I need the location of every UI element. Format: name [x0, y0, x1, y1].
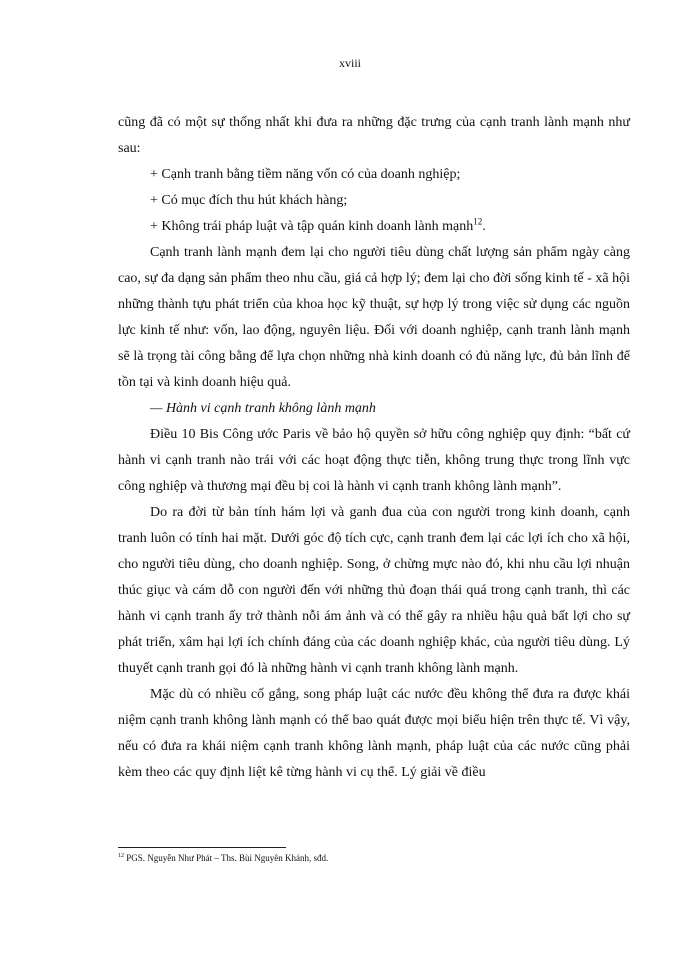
bullet-item: + Cạnh tranh bằng tiềm năng vốn có của doanh nghiệp;	[150, 167, 461, 182]
paragraph: Cạnh tranh lành mạnh đem lại cho người tiêu dùng chất lượng sản phẩm ngày càng cao, sự đa dạng sản phẩm theo nhu cầu, giá cả hợp lý; đem lại cho đời sống kinh tế - xã hội những thành tựu phát triển của khoa học kỹ thuật, sự hợp lý trong việc sử dụng các nguồn lực kinh tế như: vốn, lao động, nguyên liệu. Đối với doanh nghiệp, cạnh tranh lành mạnh sẽ là trọng tài công bằng để lựa chọn những nhà kinh doanh có đủ năng lực, đủ bản lĩnh để tồn tại và kinh doanh hiệu quả.	[118, 245, 630, 390]
bullet-tail: .	[482, 219, 486, 234]
footnote-marker: 12	[118, 853, 124, 859]
bullet-item	[118, 214, 630, 240]
paragraph: cũng đã có một sự thống nhất khi đưa ra những đặc trưng của cạnh tranh lành mạnh như sau:	[118, 115, 630, 156]
page-number: xviii	[338, 56, 361, 70]
section-heading: — Hành vi cạnh tranh không lành mạnh	[150, 401, 376, 416]
body-text	[118, 110, 630, 786]
bullet-text: + Không trái pháp luật và tập quán kinh doanh lành mạnh	[150, 219, 474, 234]
paragraph: Do ra đời từ bản tính hám lợi và ganh đua của con người trong kinh doanh, cạnh tranh luôn có tính hai mặt. Dưới góc độ tích cực, cạnh tranh đem lại các lợi ích cho xã hội, cho người tiêu dùng, cho doanh nghiệp. Song, ở chừng mực nào đó, khi nhu cầu lợi nhuận thúc giục và cám dỗ con người đến với những thủ đoạn thái quá trong cạnh tranh, thì các hành vi cạnh tranh ấy trở thành nỗi ám ảnh và có thể gây ra nhiều hậu quả bất lợi cho sự phát triển, xâm hại lợi ích chính đáng của các doanh nghiệp khác, của người tiêu dùng. Lý thuyết cạnh tranh gọi đó là những hành vi cạnh tranh không lành mạnh.	[118, 505, 630, 676]
footnote-divider	[118, 847, 286, 848]
paragraph: Điều 10 Bis Công ước Paris về bảo hộ quyền sở hữu công nghiệp quy định: “bất cứ hành vi cạnh tranh nào trái với các hoạt động thực tiễn, không trung thực trong lĩnh vực công nghiệp và thương mại đều bị coi là hành vi cạnh tranh không lành mạnh”.	[118, 427, 630, 494]
footnote	[118, 852, 630, 864]
paragraph: Mặc dù có nhiều cố gắng, song pháp luật các nước đều không thể đưa ra được khái niệm cạnh tranh không lành mạnh có thể bao quát được mọi biểu hiện trên thực tế. Vì vậy, nếu có đưa ra khái niệm cạnh tranh không lành mạnh, pháp luật của các nước cũng phải kèm theo các quy định liệt kê từng hành vi cụ thể. Lý giải về điều	[118, 687, 630, 780]
footnote-ref[interactable]: 12	[473, 216, 483, 227]
bullet-item: + Có mục đích thu hút khách hàng;	[150, 193, 348, 208]
footnote-text: PGS. Nguyễn Như Phát – Ths. Bùi Nguyên Khánh, sđd.	[124, 853, 329, 863]
